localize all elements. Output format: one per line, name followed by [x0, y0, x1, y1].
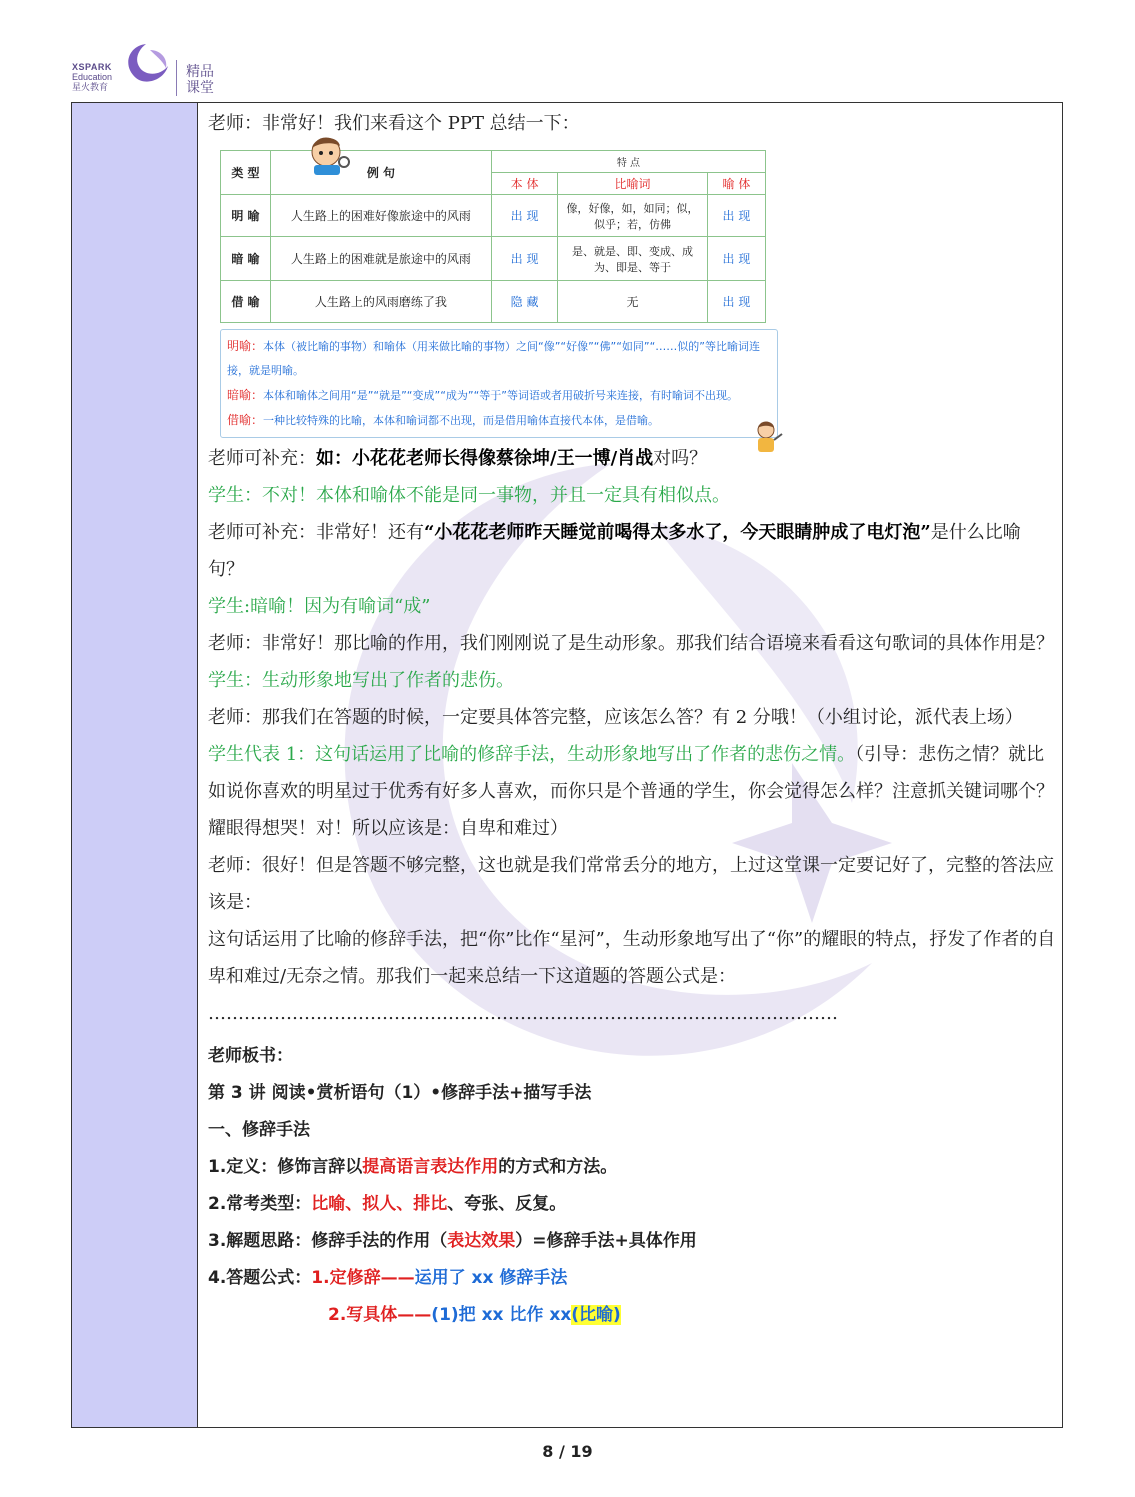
teacher-line-2: 老师可补充：非常好！还有“小花花老师昨天睡觉前喝得太多水了，今天眼睛肿成了电灯泡”是什么比喻句？ — [208, 522, 1021, 580]
brand-text: XSPARK Education 星火教育 — [72, 62, 113, 92]
board-idea: 3.解题思路：修辞手法的作用（表达效果）=修辞手法+具体作用 — [208, 1231, 697, 1251]
metaphor-definitions — [220, 329, 778, 438]
page-number: 8 / 19 — [542, 1442, 593, 1461]
subheader-word: 比喻词 — [558, 173, 708, 195]
student-line-1: 学生：不对！本体和喻体不能是同一事物，并且一定具有相似点。 — [208, 485, 730, 506]
model-answer: 这句话运用了比喻的修辞手法，把“你”比作“星河”，生动形象地写出了“你”的耀眼的特点，抒发了作者的自卑和难过/无奈之情。那我们一起来总结一下这道题的答题公式是： — [208, 929, 1056, 987]
teacher-line-3: 老师：非常好！那比喻的作用，我们刚刚说了是生动形象。那我们结合语境来看看这句歌词的具体作用是？ — [208, 633, 1054, 654]
header-example: 例 句 — [270, 151, 491, 195]
brand-logo — [70, 38, 230, 100]
board-title: 老师板书： — [208, 1046, 293, 1066]
def-metaphor: 暗喻：本体和喻体之间用“是”“就是”“变成”“成为”“等于”等词语或者用破折号来连接，有时喻词不出现。 — [227, 388, 739, 402]
board-types: 2.常考类型：比喻、拟人、排比、夸张、反复。 — [208, 1194, 567, 1214]
teacher-line-5: 老师：很好！但是答题不够完整，这也就是我们常常丢分的地方，上过这堂课一定要记好了，完整的答法应该是： — [208, 855, 1054, 913]
board-step-2: 2.写具体——(1)把 xx 比作 xx(比喻) — [328, 1305, 621, 1325]
table-row: 暗 喻 人生路上的困难就是旅途中的风雨 出 现 是、就是、即、变成、成为、即是、等于 出 现 — [221, 237, 766, 281]
lesson-table — [71, 102, 1063, 1428]
lesson-content — [208, 103, 1056, 1334]
header-type: 类 型 — [221, 151, 271, 195]
def-implicit: 借喻：一种比较特殊的比喻，本体和喻词都不出现，而是借用喻体直接代本体，是借喻。 — [227, 413, 660, 427]
metaphor-table — [220, 150, 766, 323]
brand-tagline: 精品 课堂 — [186, 64, 214, 96]
left-column — [72, 103, 198, 1427]
table-row: 明 喻 人生路上的困难好像旅途中的风雨 出 现 像，好像，如，如同；似，似乎；若，仿佛 出 现 — [221, 195, 766, 237]
header-feature: 特 点 — [491, 151, 765, 173]
dotted-line: …………………………………………………………………………………………… — [208, 1003, 838, 1024]
def-simile: 明喻：本体（被比喻的事物）和喻体（用来做比喻的事物）之间“像”“好像”“佛”“如同”“……似的”等比喻词连接，就是明喻。 — [227, 339, 761, 377]
student-line-2: 学生:暗喻！因为有喻词“成” — [208, 596, 431, 617]
intro-line: 老师：非常好！我们来看这个 PPT 总结一下： — [208, 113, 580, 134]
student-line-4: 学生代表 1：这句话运用了比喻的修辞手法，生动形象地写出了作者的悲伤之情。（引导：悲伤之情？就比如说你喜欢的明星过于优秀有好多人喜欢，而你只是个普通的学生，你会觉得怎么样？注意抓关键词哪个？耀眼得想哭！对！所以应该是：自卑和难过） — [208, 744, 1054, 839]
table-row: 借 喻 人生路上的风雨磨练了我 隐 藏 无 出 现 — [221, 281, 766, 323]
cartoon-boy-icon — [304, 132, 350, 178]
teacher-line-4: 老师：那我们在答题的时候，一定要具体答完整，应该怎么答？有 2 分哦！（小组讨论，派代表上场） — [208, 707, 1023, 728]
subheader-benti: 本 体 — [491, 173, 557, 195]
teacher-line-1: 老师可补充：如：小花花老师长得像蔡徐坤/王一博/肖战对吗？ — [208, 448, 708, 469]
subheader-yuti: 喻 体 — [707, 173, 765, 195]
spark-logo-icon — [116, 40, 176, 90]
board-formula: 4.答题公式：1.定修辞——运用了 xx 修辞手法 — [208, 1268, 568, 1288]
board-lesson: 第 3 讲 阅读•赏析语句（1）•修辞手法+描写手法 — [208, 1083, 592, 1103]
board-definition: 1.定义：修饰言辞以提高语言表达作用的方式和方法。 — [208, 1157, 618, 1177]
logo-divider — [176, 60, 177, 96]
ppt-summary — [220, 150, 780, 438]
board-section: 一、修辞手法 — [208, 1120, 310, 1140]
cartoon-kid-icon — [752, 420, 784, 456]
student-line-3: 学生：生动形象地写出了作者的悲伤。 — [208, 670, 514, 691]
